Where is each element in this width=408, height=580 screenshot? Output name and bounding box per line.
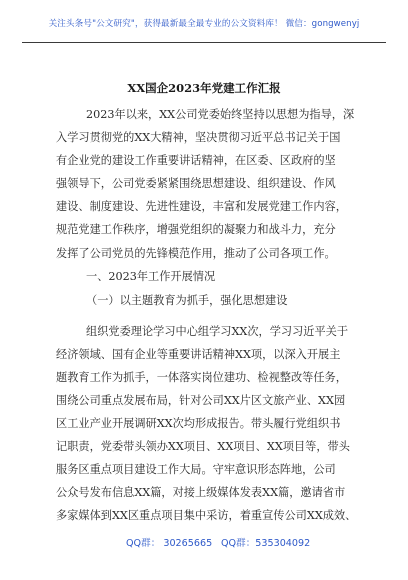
body-line: 规范党建工作秩序，增强党组织的凝聚力和战斗力，充分 — [56, 223, 336, 236]
body-line: 强领导下，公司党委紧紧围绕思想建设、组织建设、作风 — [56, 177, 336, 190]
body-line: 题教育工作为抓手，一体落实岗位建功、检视整改等任务， — [56, 371, 347, 384]
body-line: 服务区重点项目建设工作大局。守牢意识形态阵地，公司 — [56, 463, 336, 476]
section-heading: 一、2023年工作开展情况 — [86, 270, 216, 283]
body-line: 多家媒体到XX区重点项目集中采访，着重宣传公司XX成效、 — [56, 509, 357, 522]
body-line: 经济领域、国有企业等重要讲话精神XX项，以深入开展主 — [56, 348, 341, 361]
body-line: 有企业党的建设工作重要讲话精神，在区委、区政府的坚 — [56, 154, 336, 167]
body-line: 记职责，党委带头领办XX项目、XX项目、XX项目等，带头 — [56, 440, 350, 453]
subsection-heading: （一）以主题教育为抓手，强化思想建设 — [86, 294, 288, 307]
qq-group-1: QQ群： 30265665 — [126, 538, 213, 549]
body-line: 2023年以来，XX公司党委始终坚持以思想为指导，深 — [86, 108, 355, 121]
body-line: 组织党委理论学习中心组学习XX次，学习习近平关于 — [86, 325, 349, 338]
body-line: 建设、制度建设、先进性建设，丰富和发展党建工作内容， — [56, 200, 347, 213]
footer — [0, 535, 408, 549]
qq-group-2: QQ群：535304092 — [221, 538, 311, 549]
body-line: 区工业产业开展调研XX次均形成报告。带头履行党组织书 — [56, 417, 341, 430]
body-line: 围绕公司重点发展布局，针对公司XX片区文旅产业、XX园 — [56, 394, 346, 407]
body-line: 入学习贯彻党的XX大精神，坚决贯彻习近平总书记关于国 — [56, 131, 341, 144]
header-banner: 关注头条号"公文研究"，获得最新最全最专业的公文资料库！ 微信：gongwenyj — [48, 19, 360, 29]
header-divider — [22, 42, 386, 43]
body-line: 发挥了公司党员的先锋模范作用，推动了公司各项工作。 — [56, 247, 336, 260]
document-title: XX国企2023年党建工作汇报 — [127, 81, 281, 95]
body-line: 公众号发布信息XX篇，对接上级媒体发表XX篇，邀请省市 — [56, 486, 346, 499]
